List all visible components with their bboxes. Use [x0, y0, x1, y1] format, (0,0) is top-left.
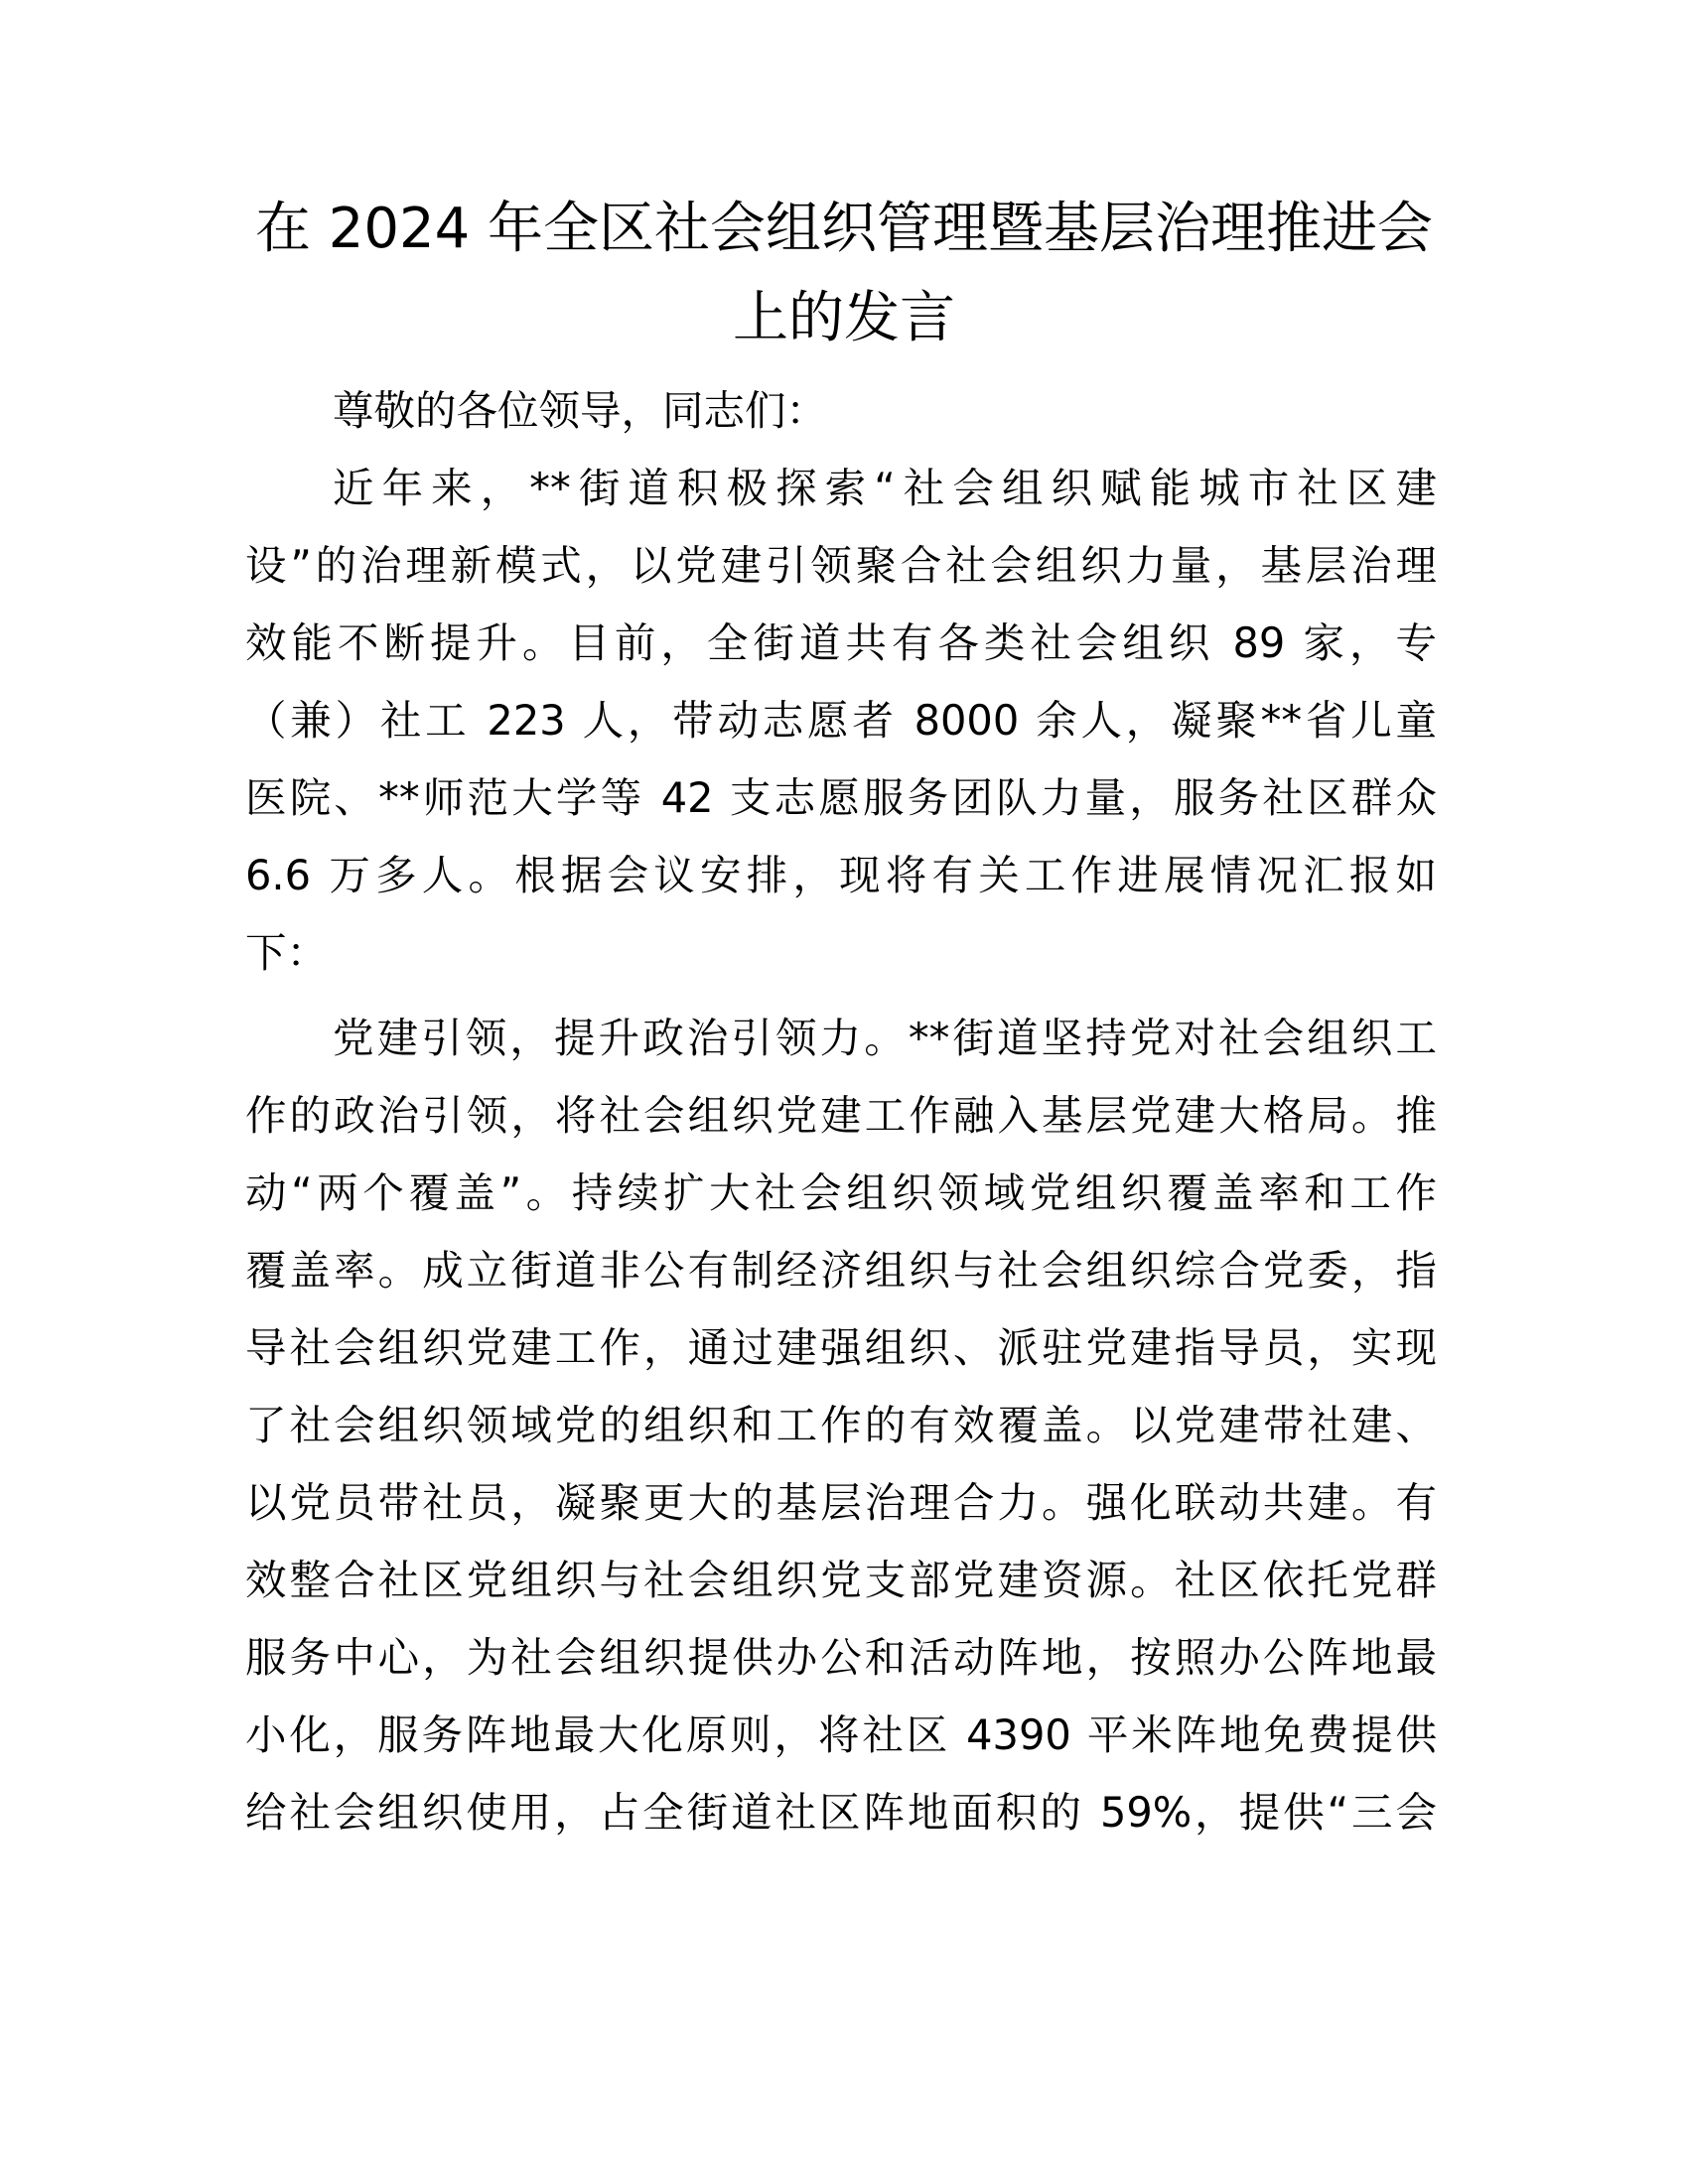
paragraph-2-line: 作的政治引领，将社会组织党建工作融入基层党建大格局。推	[245, 1091, 1437, 1140]
paragraph-2-line: 小化，服务阵地最大化原则，将社区 4390 平米阵地免费提供	[245, 1710, 1437, 1759]
paragraph-1-line: 设”的治理新模式，以党建引领聚合社会组织力量，基层治理	[245, 541, 1437, 590]
paragraph-1-line: 6.6 万多人。根据会议安排，现将有关工作进展情况汇报如	[245, 851, 1437, 899]
paragraph-2-line: 以党员带社员，凝聚更大的基层治理合力。强化联动共建。有	[245, 1478, 1437, 1527]
document-title-line-1: 在 2024 年全区社会组织管理暨基层治理推进会	[254, 197, 1434, 261]
paragraph-1-line: 医院、**师范大学等 42 支志愿服务团队力量，服务社区群众	[245, 773, 1437, 822]
paragraph-2-line: 导社会组织党建工作，通过建强组织、派驻党建指导员，实现	[245, 1323, 1437, 1372]
paragraph-2-line: 服务中心，为社会组织提供办公和活动阵地，按照办公阵地最	[245, 1633, 1437, 1682]
paragraph-2-line: 覆盖率。成立街道非公有制经济组织与社会组织综合党委，指	[245, 1246, 1437, 1295]
paragraph-1-line: 下：	[245, 928, 329, 977]
paragraph-1-line: （兼）社工 223 人，带动志愿者 8000 余人，凝聚**省儿童	[245, 696, 1437, 745]
paragraph-2-line: 给社会组织使用，占全街道社区阵地面积的 59%，提供“三会	[245, 1788, 1437, 1837]
paragraph-1-line: 效能不断提升。目前，全街道共有各类社会组织 89 家，专	[245, 618, 1437, 667]
paragraph-2-line: 动“两个覆盖”。持续扩大社会组织领域党组织覆盖率和工作	[245, 1168, 1437, 1217]
paragraph-2-line: 了社会组织领域党的组织和工作的有效覆盖。以党建带社建、	[245, 1401, 1437, 1449]
salutation: 尊敬的各位领导，同志们：	[333, 386, 828, 435]
paragraph-2-line: 效整合社区党组织与社会组织党支部党建资源。社区依托党群	[245, 1556, 1437, 1604]
paragraph-1-line: 近年来，**街道积极探索“社会组织赋能城市社区建	[333, 464, 1437, 512]
paragraph-2-line: 党建引领，提升政治引领力。**街道坚持党对社会组织工	[333, 1014, 1437, 1062]
document-title-line-2: 上的发言	[733, 286, 955, 350]
